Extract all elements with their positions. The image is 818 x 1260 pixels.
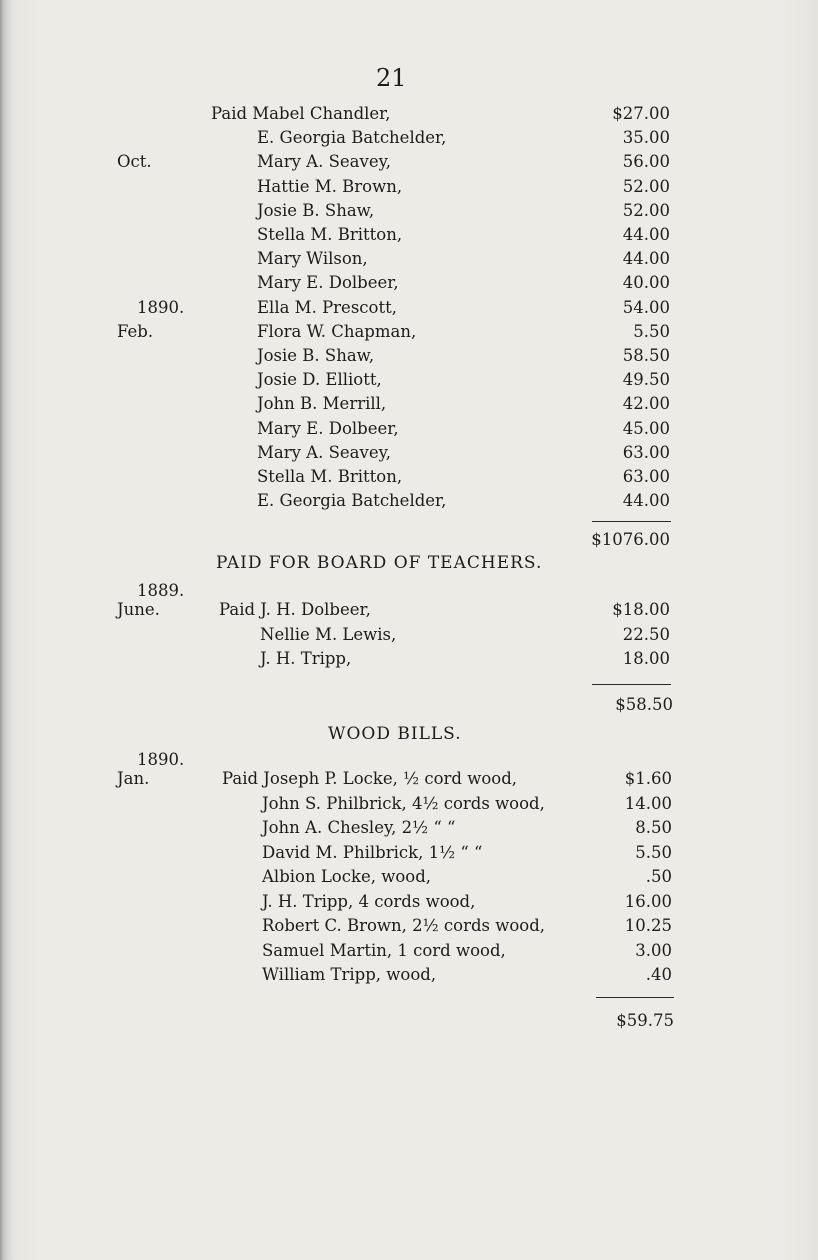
wood-row-payee: Robert C. Brown, 2½ cords wood,	[262, 916, 546, 935]
teachers-row-amount: 52.00	[622, 176, 670, 196]
teachers-row-payee: Paid Mabel Chandler,	[211, 104, 391, 123]
wood-row	[0, 841, 818, 865]
teachers-row-amount: 63.00	[622, 442, 670, 462]
teachers-row	[0, 320, 818, 344]
teachers-row-payee: Hattie M. Brown,	[257, 176, 403, 196]
teachers-row	[0, 465, 818, 489]
wood-row-amount: 3.00	[635, 940, 672, 960]
teachers-row	[0, 223, 818, 247]
teachers-row-amount: 58.50	[622, 346, 670, 365]
teachers-row-payee: John B. Merrill,	[257, 394, 387, 414]
teachers-total-rule	[592, 521, 671, 522]
teachers-row-payee: Stella M. Britton,	[257, 225, 403, 244]
wood-row-amount: $1.60	[624, 769, 672, 788]
wood-row-amount: 14.00	[624, 793, 672, 813]
wood-row-amount: 10.25	[624, 916, 672, 935]
teachers-row	[0, 102, 818, 126]
wood-row	[0, 816, 818, 840]
board-row-payee: Nellie M. Lewis,	[260, 624, 397, 644]
wood-row-payee: Paid Joseph P. Locke, ½ cord wood,	[222, 769, 518, 788]
board-total-rule	[592, 684, 671, 685]
wood-row	[0, 767, 818, 791]
teachers-row-amount: 54.00	[622, 297, 670, 317]
board-row-date: June.	[117, 600, 160, 619]
wood-row	[0, 890, 818, 914]
teachers-row-amount: 49.50	[622, 370, 670, 390]
board-row	[0, 623, 818, 647]
wood-total-rule	[596, 997, 674, 998]
wood-row-payee: William Tripp, wood,	[262, 965, 437, 984]
wood-row-amount: 8.50	[635, 818, 672, 837]
wood-row	[0, 914, 818, 938]
teachers-row-amount: $27.00	[612, 104, 670, 123]
wood-row-payee: J. H. Tripp, 4 cords wood,	[262, 891, 476, 911]
board-year: 1889.	[137, 581, 185, 600]
board-row-amount: 22.50	[622, 624, 670, 644]
teachers-row-amount: 42.00	[622, 394, 670, 414]
wood-row-payee: John S. Philbrick, 4½ cords wood,	[262, 793, 545, 813]
teachers-row-payee: Ella M. Prescott,	[257, 297, 397, 317]
teachers-row-payee: Josie B. Shaw,	[257, 346, 375, 365]
board-row-amount: 18.00	[622, 649, 670, 668]
wood-row-amount: .50	[645, 867, 672, 886]
teachers-row	[0, 126, 818, 150]
board-heading: PAID FOR BOARD OF TEACHERS.	[216, 553, 543, 573]
teachers-row-amount: 52.00	[622, 200, 670, 220]
teachers-row-payee: Josie D. Elliott,	[257, 370, 382, 390]
teachers-row	[0, 441, 818, 465]
page-number: 21	[376, 64, 407, 92]
teachers-row-amount: 56.00	[622, 152, 670, 172]
teachers-row	[0, 417, 818, 441]
board-total: $58.50	[615, 695, 673, 714]
wood-row-date: Jan.	[117, 769, 150, 788]
wood-heading: WOOD BILLS.	[328, 724, 462, 744]
teachers-total: $1076.00	[591, 530, 670, 549]
teachers-row-payee: Josie B. Shaw,	[257, 200, 375, 220]
wood-row	[0, 865, 818, 889]
board-row	[0, 598, 818, 622]
teachers-row	[0, 296, 818, 320]
teachers-row-amount: 5.50	[633, 321, 670, 341]
wood-row	[0, 963, 818, 987]
teachers-row-amount: 63.00	[622, 467, 670, 486]
teachers-row	[0, 199, 818, 223]
teachers-row-amount: 45.00	[622, 418, 670, 438]
teachers-row-amount: 40.00	[622, 273, 670, 293]
wood-row	[0, 792, 818, 816]
teachers-row	[0, 344, 818, 368]
teachers-row-payee: Mary A. Seavey,	[257, 152, 391, 172]
board-row-payee: J. H. Tripp,	[260, 649, 352, 668]
wood-row-amount: 5.50	[635, 842, 672, 862]
teachers-row-payee: Mary A. Seavey,	[257, 442, 391, 462]
wood-row-payee: Samuel Martin, 1 cord wood,	[262, 940, 506, 960]
wood-row-payee: David M. Philbrick, 1½ “ “	[262, 842, 483, 862]
teachers-row-payee: Stella M. Britton,	[257, 467, 403, 486]
teachers-row-payee: Mary E. Dolbeer,	[257, 273, 399, 293]
wood-total: $59.75	[616, 1011, 674, 1030]
teachers-row-payee: Mary Wilson,	[257, 249, 368, 269]
teachers-row-payee: E. Georgia Batchelder,	[257, 491, 447, 511]
wood-row-amount: .40	[645, 965, 672, 984]
teachers-row	[0, 150, 818, 174]
teachers-row-date: Oct.	[117, 152, 152, 172]
teachers-row-amount: 35.00	[622, 128, 670, 148]
board-row-amount: $18.00	[612, 600, 670, 619]
teachers-row	[0, 489, 818, 513]
teachers-row-payee: Mary E. Dolbeer,	[257, 418, 399, 438]
teachers-row-payee: Flora W. Chapman,	[257, 321, 417, 341]
board-row	[0, 647, 818, 671]
teachers-row-date: Feb.	[117, 321, 154, 341]
board-row-payee: Paid J. H. Dolbeer,	[219, 600, 371, 619]
teachers-row-amount: 44.00	[622, 491, 670, 511]
teachers-row-payee: E. Georgia Batchelder,	[257, 128, 447, 148]
wood-year: 1890.	[137, 750, 185, 769]
wood-row-amount: 16.00	[624, 891, 672, 911]
teachers-row	[0, 368, 818, 392]
teachers-row	[0, 392, 818, 416]
teachers-row-amount: 44.00	[622, 249, 670, 269]
wood-row-payee: Albion Locke, wood,	[262, 867, 432, 886]
wood-row-payee: John A. Chesley, 2½ “ “	[262, 818, 456, 837]
teachers-row	[0, 271, 818, 295]
teachers-row	[0, 175, 818, 199]
teachers-row	[0, 247, 818, 271]
teachers-row-date: 1890.	[137, 297, 185, 317]
wood-row	[0, 939, 818, 963]
teachers-row-amount: 44.00	[622, 225, 670, 244]
